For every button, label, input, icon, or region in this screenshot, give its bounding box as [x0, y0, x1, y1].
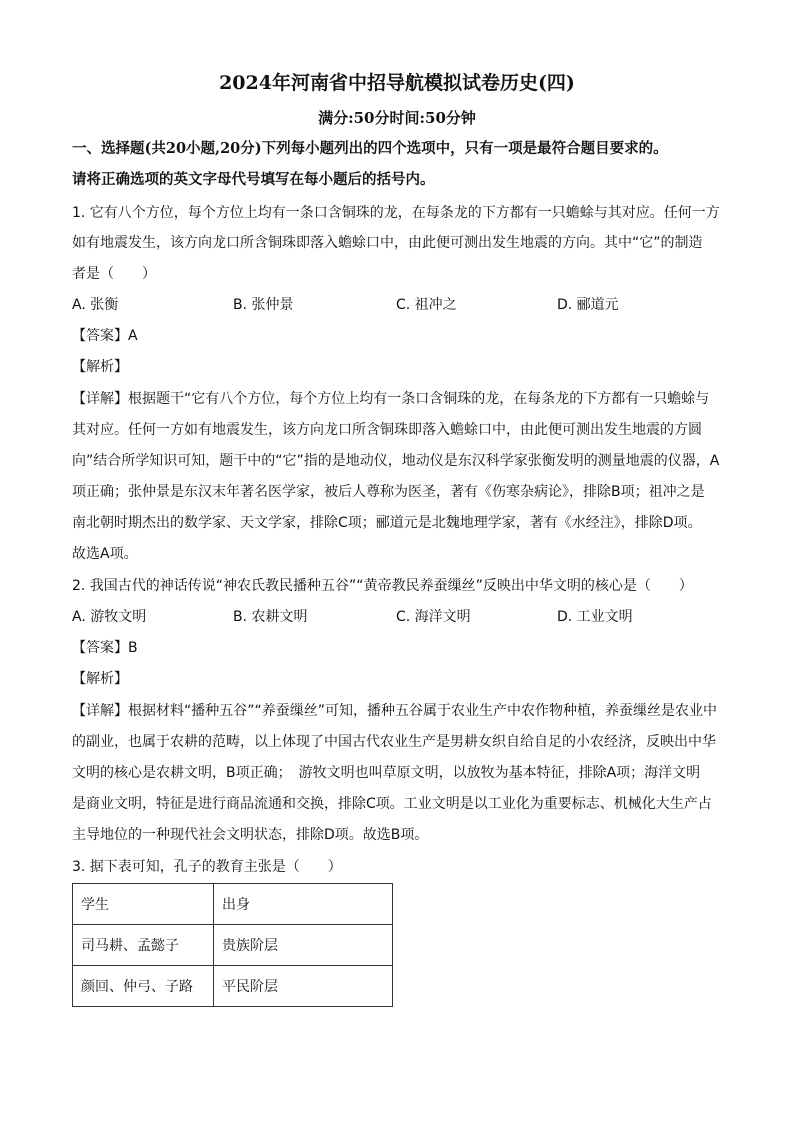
q1-stem-line-1: 1. 它有八个方位，每个方位上均有一条口含铜珠的龙，在每条龙的下方都有一只蟾蜍与其对应。任何一方: [72, 205, 720, 221]
table-cell: 贵族阶层: [214, 925, 393, 966]
exam-title: 2024年河南省中招导航模拟试卷历史(四): [219, 72, 575, 94]
table-cell: 司马耕、孟懿子: [73, 925, 214, 966]
section-heading-line-2: 请将正确选项的英文字母代号填写在每小题后的括号内。: [72, 171, 435, 188]
q1-detail-line-4: 项正确；张仲景是东汉末年著名医学家，被后人尊称为医圣，著有《伤寒杂病论》，排除B项；祖冲之是: [72, 484, 705, 500]
section-heading-line-1: 一、选择题(共20小题,20分)下列每小题列出的四个选项中，只有一项是最符合题目要求的。: [72, 140, 668, 157]
q1-stem-line-2: 如有地震发生，该方向龙口所含铜珠即落入蟾蜍口中，由此便可测出发生地震的方向。其中“它”的制造: [72, 235, 703, 251]
q2-option-d: D. 工业文明: [557, 609, 633, 625]
students-table: [72, 883, 393, 1007]
q2-detail-line-3: 文明的核心是农耕文明，B项正确； 游牧文明也叫草原文明，以放牧为基本特征，排除A项；海洋文明: [72, 765, 701, 781]
q1-stem-line-3: 者是（ ）: [72, 266, 156, 282]
table-cell: 平民阶层: [214, 966, 393, 1007]
q2-option-a: A. 游牧文明: [72, 609, 147, 625]
q1-detail-line-2: 其对应。任何一方如有地震发生，该方向龙口所含铜珠即落入蟾蜍口中，由此便可测出发生地震的方圆: [72, 422, 702, 438]
table-header-origin: 出身: [214, 884, 393, 925]
q1-option-a: A. 张衡: [72, 297, 119, 313]
table-row: [73, 966, 393, 1007]
q2-detail-line-1: 【详解】根据材料“播种五谷”“养蚕缫丝”可知，播种五谷属于农业生产中农作物种植，养蚕缫丝是农业中: [72, 703, 718, 719]
q2-stem: 2. 我国古代的神话传说“神农氏教民播种五谷”“黄帝教民养蚕缫丝”反映出中华文明的核心是（ ）: [72, 578, 693, 594]
q1-option-d: D. 郦道元: [557, 297, 619, 313]
q2-option-c: C. 海洋文明: [396, 609, 471, 625]
table-row: [73, 925, 393, 966]
q2-analysis-label: 【解析】: [72, 671, 128, 687]
q3-stem: 3. 据下表可知，孔子的教育主张是（ ）: [72, 859, 342, 875]
q1-detail-line-5: 南北朝时期杰出的数学家、天文学家，排除C项；郦道元是北魏地理学家，著有《水经注》，排除D项。: [72, 515, 702, 531]
q2-detail-line-5: 主导地位的一种现代社会文明状态，排除D项。故选B项。: [72, 827, 429, 843]
q2-detail-line-4: 是商业文明，特征是进行商品流通和交换，排除C项。工业文明是以工业化为重要标志、机械化大生产占: [72, 796, 712, 812]
table-header-row: [73, 884, 393, 925]
q2-detail-line-2: 的副业，也属于农耕的范畴，以上体现了中国古代农业生产是男耕女织自给自足的小农经济，反映出中华: [72, 734, 716, 750]
exam-subtitle: 满分:50分时间:50分钟: [318, 109, 476, 127]
q1-answer: 【答案】A: [72, 328, 138, 344]
table-cell: 颜回、仲弓、子路: [73, 966, 214, 1007]
q1-detail-line-1: 【详解】根据题干“它有八个方位，每个方位上均有一条口含铜珠的龙，在每条龙的下方都有一只蟾蜍与: [72, 391, 710, 407]
q1-analysis-label: 【解析】: [72, 359, 128, 375]
q1-detail-line-6: 故选A项。: [72, 546, 138, 562]
q1-option-c: C. 祖冲之: [396, 297, 457, 313]
q1-detail-line-3: 向”结合所学知识可知，题干中的“它”指的是地动仪，地动仪是东汉科学家张衡发明的测量地震的仪器，A: [72, 453, 720, 469]
q2-option-b: B. 农耕文明: [233, 609, 308, 625]
table-header-students: 学生: [73, 884, 214, 925]
q2-answer: 【答案】B: [72, 640, 138, 656]
q1-option-b: B. 张仲景: [233, 297, 294, 313]
